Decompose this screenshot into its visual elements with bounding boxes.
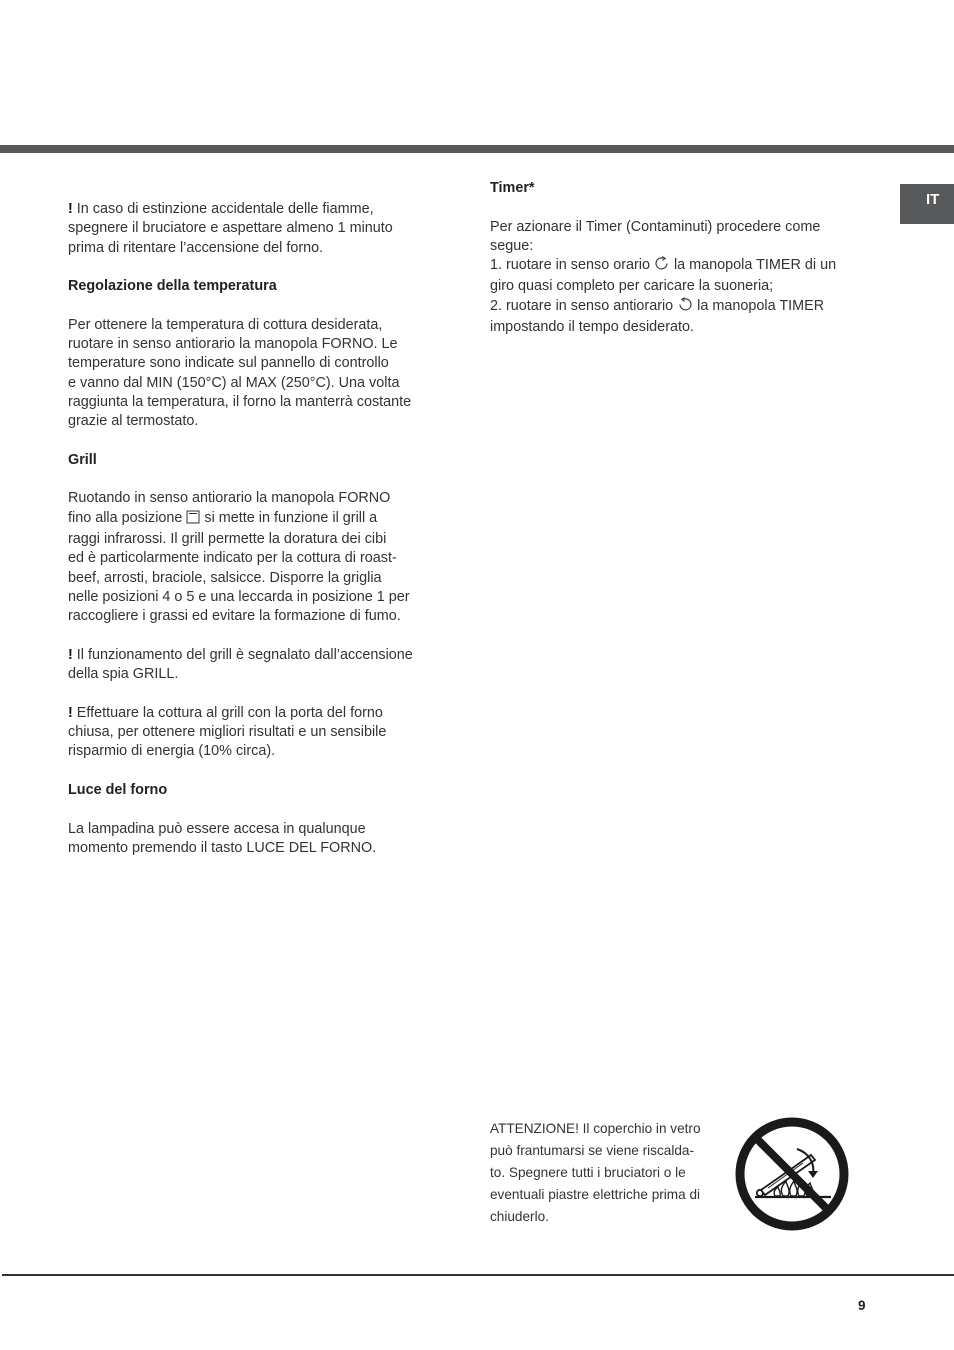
warning-mark: ! (68, 704, 73, 721)
no-closing-lid-on-flame-icon (733, 1115, 851, 1233)
temperature-heading: Regolazione della temperatura (68, 278, 277, 295)
oven-light-heading: Luce del forno (68, 781, 168, 798)
flame-extinction-note: ! In caso di estinzione accidentale delle fiamme, spegnere il bruciatore e aspettare almeno 1 minuto prima di ritentare l’accensione del forno. (68, 201, 393, 256)
language-tab: IT (900, 184, 954, 224)
grill-heading: Grill (68, 451, 97, 468)
timer-paragraph: Per azionare il Timer (Contaminuti) procedere come segue: 1. ruotare in senso orario la manopola TIMER di un giro quasi completo per caricare la suoneria; 2. ruotare in senso antiorario la manopola TIMER impostando il tempo desiderato. (490, 218, 837, 336)
left-column (68, 200, 443, 877)
footer-rule (2, 1274, 954, 1276)
counterclockwise-arrow-icon (677, 297, 693, 318)
temperature-paragraph: Per ottenere la temperatura di cottura desiderata, ruotare in senso antiorario la manopola FORNO. Le temperature sono indicate sul pannello di controllo e vanno dal MIN (150°C) al MAX (250°C). Una volta raggiunta la temperatura, il forno la manterrà costante grazie al termostato. (68, 316, 412, 430)
header-bar (0, 145, 954, 153)
page-number: 9 (858, 1298, 866, 1313)
grill-light-note: ! Il funzionamento del grill è segnalato dall’accensione della spia GRILL. (68, 646, 413, 683)
grill-paragraph: Ruotando in senso antiorario la manopola FORNO fino alla posizione si mette in funzione il grill a raggi infrarossi. Il grill permette la doratura dei cibi ed è particolarmente indicato per la cottura di roast- beef, arrosti, braciole, salsicce. Disporre la griglia nelle posizioni 4 o 5 e una leccarda in posizione 1 per raccogliere i grassi ed evitare la formazione di fumo. (68, 490, 410, 625)
warning-mark: ! (68, 646, 73, 663)
right-column (490, 179, 870, 357)
oven-light-paragraph: La lampadina può essere accesa in qualunque momento premendo il tasto LUCE DEL FORNO. (68, 820, 377, 856)
grill-door-note: ! Effettuare la cottura al grill con la porta del forno chiusa, per ottenere migliori risultati e un sensibile risparmio di energia (10% circa). (68, 704, 387, 760)
warning-mark: ! (68, 201, 73, 217)
timer-heading: Timer* (490, 180, 535, 196)
grill-symbol-icon (186, 510, 200, 530)
clockwise-arrow-icon (654, 256, 670, 277)
glass-lid-warning: ATTENZIONE! Il coperchio in vetro può frantumarsi se viene riscalda- to. Spegnere tutti i bruciatori o le eventuali piastre elettriche prima di chiuderlo. (490, 1121, 701, 1224)
